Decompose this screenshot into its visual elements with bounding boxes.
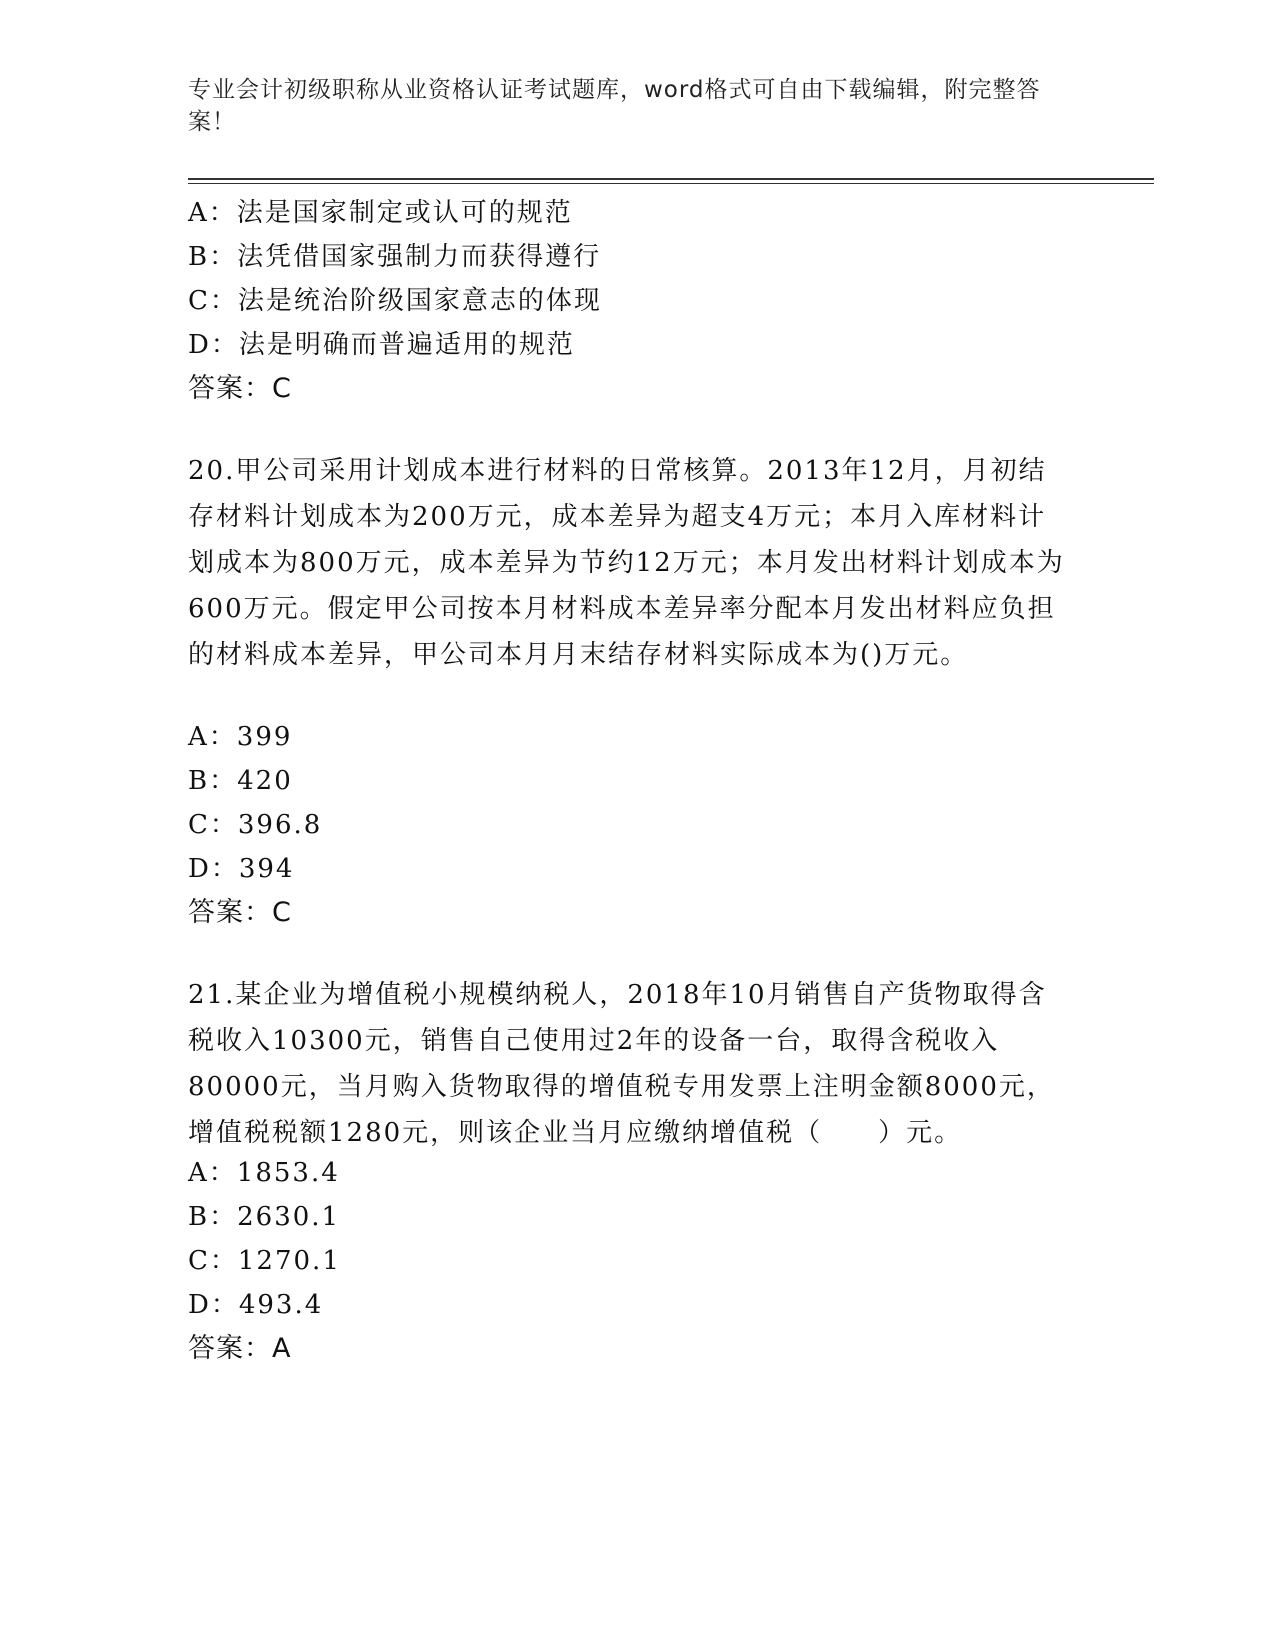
q21-option-d: D：493.4 (188, 1290, 324, 1320)
document-header: 专业会计初级职称从业资格认证考试题库，word格式可自由下载编辑，附完整答案！ (188, 77, 1041, 135)
q21-option-c: C：1270.1 (188, 1246, 341, 1276)
q21-answer: 答案：A (188, 1333, 292, 1364)
q20-option-d: D：394 (188, 854, 295, 884)
q21-option-a: A：1853.4 (188, 1158, 340, 1188)
q19-option-a: A：法是国家制定或认可的规范 (188, 198, 573, 228)
q19-answer: 答案：C (188, 373, 292, 404)
q19-option-d: D：法是明确而普遍适用的规范 (188, 330, 575, 360)
header-divider-thin (188, 183, 1154, 184)
q20-answer: 答案：C (188, 897, 292, 928)
header-divider (188, 178, 1154, 180)
q19-option-b: B：法凭借国家强制力而获得遵行 (188, 242, 602, 272)
q20-option-b: B：420 (188, 766, 293, 796)
q20-stem: 20.甲公司采用计划成本进行材料的日常核算。2013年12月，月初结存材料计划成本为200万元，成本差异为超支4万元；本月入库材料计划成本为800万元，成本差异为节约12万元；本月发出材料计划成本为600万元。假定甲公司按本月材料成本差异率分配本月发出材料应负担的材料成本差异，甲公司本月月末结存材料实际成本为()万元。 (188, 456, 1065, 670)
q20-option-a: A：399 (188, 722, 293, 752)
q19-option-c: C：法是统治阶级国家意志的体现 (188, 286, 602, 316)
q20-option-c: C：396.8 (188, 810, 323, 840)
q21-stem: 21.某企业为增值税小规模纳税人，2018年10月销售自产货物取得含税收入10300元，销售自己使用过2年的设备一台，取得含税收入80000元，当月购入货物取得的增值税专用发票上注明金额8000元，增值税税额1280元，则该企业当月应缴纳增值税（ ）元。 (188, 980, 1055, 1148)
q21-option-b: B：2630.1 (188, 1202, 341, 1232)
